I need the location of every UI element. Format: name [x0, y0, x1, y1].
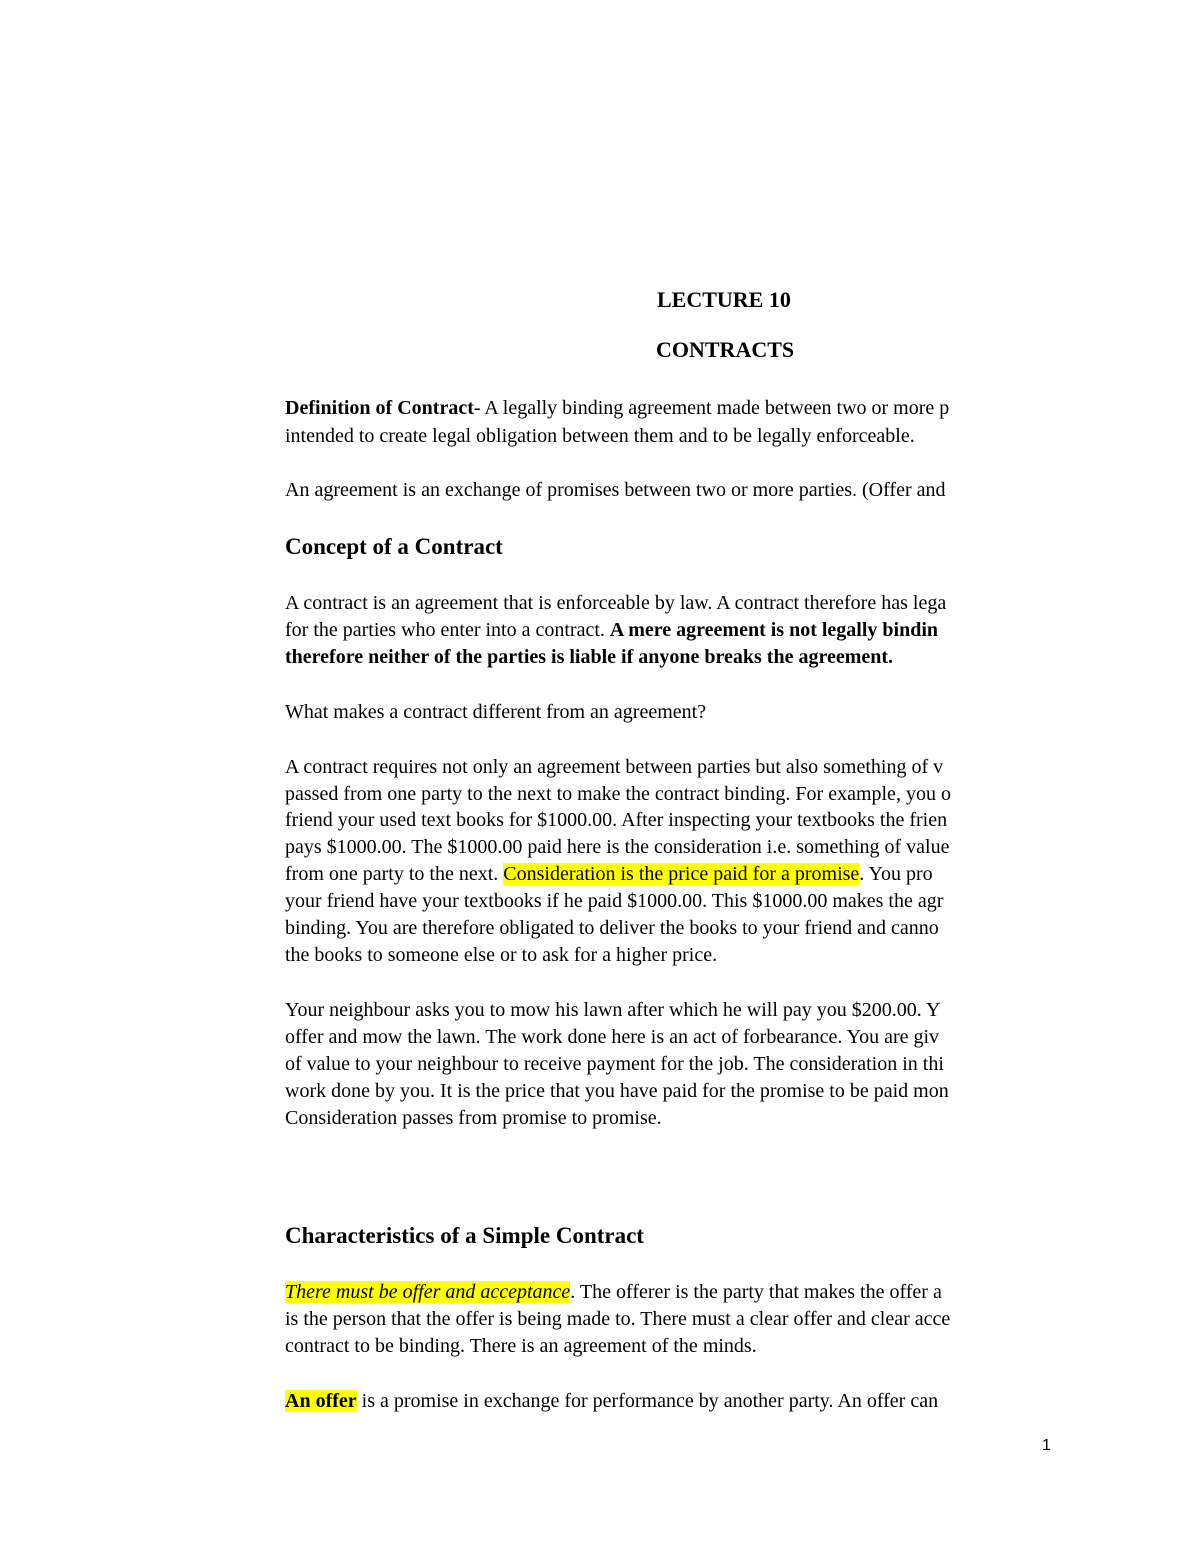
concept-line-2-text: for the parties who enter into a contract.	[285, 619, 610, 641]
concept-line-3-bold: therefore neither of the parties is liable if anyone breaks the agreement.	[285, 646, 894, 668]
consideration-line-2: passed from one party to the next to make the contract binding. For example, you o	[285, 783, 951, 805]
consideration-line-5-tail: . You pro	[859, 863, 933, 885]
consideration-line-4: pays $1000.00. The $1000.00 paid here is the consideration i.e. something of value	[285, 836, 950, 858]
offer-term-highlight: An offer	[285, 1390, 357, 1412]
question-paragraph: What makes a contract different from an agreement?	[285, 701, 707, 723]
characteristics-heading: Characteristics of a Simple Contract	[285, 1223, 644, 1248]
definition-line-1	[285, 396, 949, 420]
concept-heading: Concept of a Contract	[285, 534, 503, 559]
consideration-line-7: binding. You are therefore obligated to deliver the books to your friend and canno	[285, 917, 939, 939]
lecture-title: LECTURE 10	[657, 287, 791, 312]
agreement-paragraph: An agreement is an exchange of promises between two or more parties. (Offer and	[285, 479, 946, 501]
page-number: 1	[1042, 1437, 1051, 1454]
characteristics-line-3: contract to be binding. There is an agreement of the minds.	[285, 1335, 757, 1357]
concept-line-2-bold: A mere agreement is not legally bindin	[609, 619, 939, 641]
neighbour-line-2: offer and mow the lawn. The work done here is an act of forbearance. You are giv	[285, 1026, 940, 1048]
contracts-title: CONTRACTS	[656, 337, 795, 362]
concept-line-1: A contract is an agreement that is enforceable by law. A contract therefore has lega	[285, 592, 947, 614]
concept-line-3	[285, 645, 893, 669]
body-text-column	[285, 0, 1060, 1553]
offer-acceptance-highlight: There must be offer and acceptance	[285, 1281, 571, 1303]
characteristics-line-1-text: . The offerer is the party that makes the offer a	[570, 1281, 942, 1303]
characteristics-line-2: is the person that the offer is being made to. There must a clear offer and clear acce	[285, 1308, 951, 1330]
neighbour-line-1: Your neighbour asks you to mow his lawn after which he will pay you $200.00. Y	[285, 999, 941, 1021]
offer-line-text: is a promise in exchange for performance by another party. An offer can	[356, 1390, 939, 1412]
offer-line	[285, 1389, 938, 1413]
neighbour-line-5: Consideration passes from promise to promise.	[285, 1107, 662, 1129]
neighbour-line-4: work done by you. It is the price that you have paid for the promise to be paid mon	[285, 1080, 949, 1102]
definition-line-2: intended to create legal obligation between them and to be legally enforceable.	[285, 425, 915, 447]
definition-text-1: - A legally binding agreement made between two or more p	[473, 397, 950, 419]
consideration-line-5-text: from one party to the next.	[285, 863, 504, 885]
consideration-line-8: the books to someone else or to ask for a higher price.	[285, 944, 718, 966]
consideration-highlight: Consideration is the price paid for a promise	[503, 863, 860, 885]
consideration-line-5	[285, 862, 933, 886]
consideration-line-3: friend your used text books for $1000.00. After inspecting your textbooks the frien	[285, 809, 948, 831]
definition-term: Definition of Contract	[285, 397, 474, 419]
consideration-line-1: A contract requires not only an agreement between parties but also something of v	[285, 756, 944, 778]
consideration-line-6: your friend have your textbooks if he paid $1000.00. This $1000.00 makes the agr	[285, 890, 944, 912]
neighbour-line-3: of value to your neighbour to receive payment for the job. The consideration in thi	[285, 1053, 944, 1075]
characteristics-line-1	[285, 1280, 942, 1304]
concept-line-2	[285, 618, 938, 642]
